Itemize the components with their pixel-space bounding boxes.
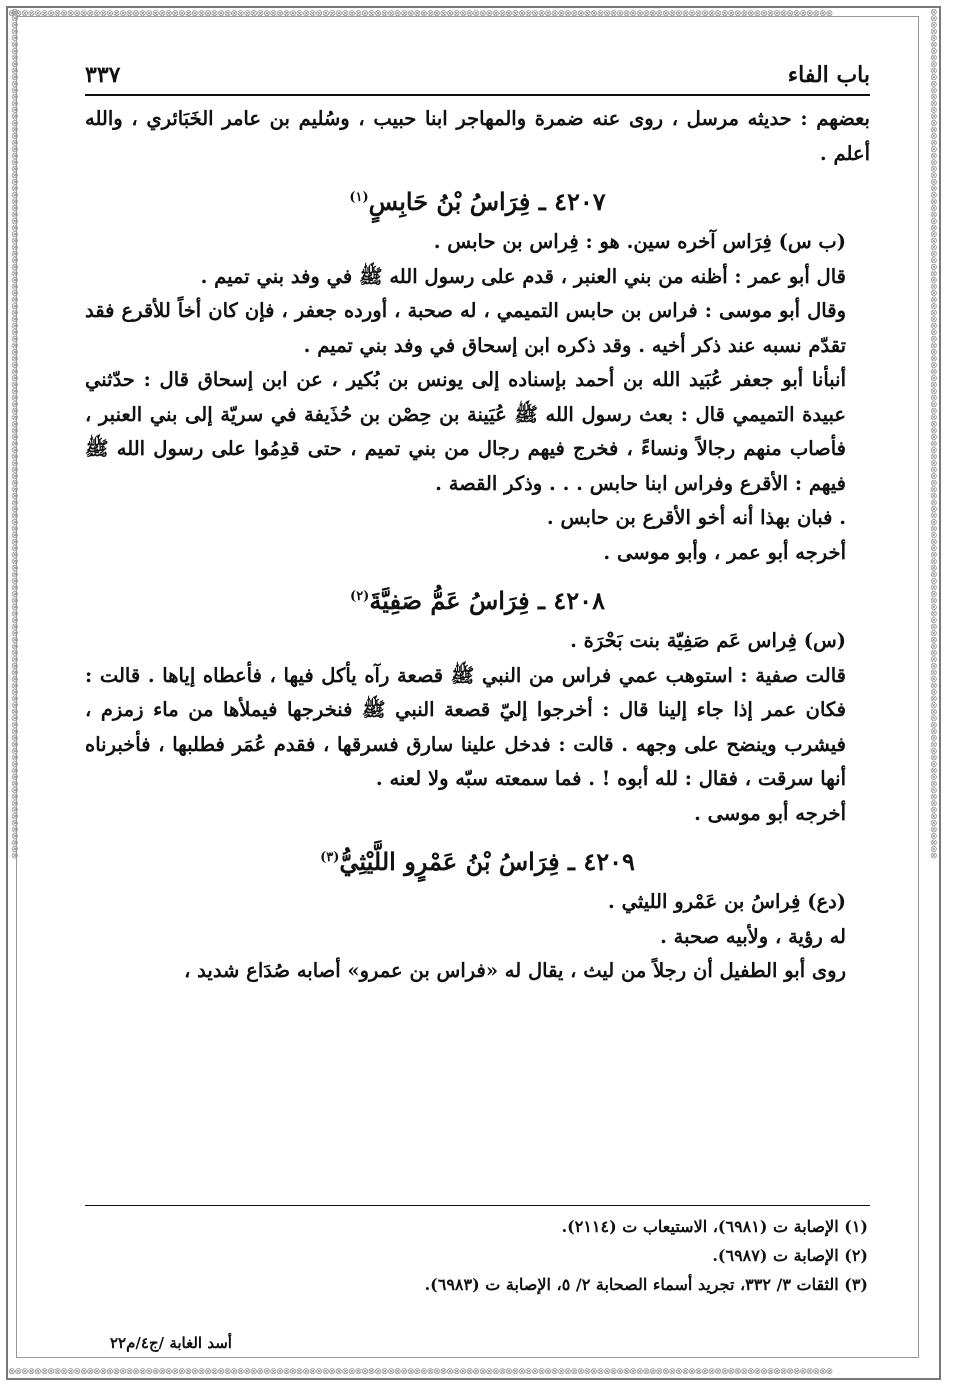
- entry-4209: [85, 835, 870, 989]
- footnotes: [85, 1205, 870, 1299]
- entry-title: ٤٢٠٨ ـ فِرَاسُ عَمُّ صَفِيَّةَ$^{(٢)}$: [350, 586, 605, 615]
- running-header: [85, 62, 870, 96]
- signature-footer: أسد الغابة /ج٤/م٢٢: [110, 1334, 232, 1352]
- paragraph: أخرجه أبو عمر ، وأبو موسى .: [603, 540, 846, 564]
- decorative-border-top: ⊗⊗⊗⊗⊗⊗⊗⊗⊗⊗⊗⊗⊗⊗⊗⊗⊗⊗⊗⊗⊗⊗⊗⊗⊗⊗⊗⊗⊗⊗⊗⊗⊗⊗⊗⊗⊗⊗⊗⊗⊗⊗⊗⊗⊗⊗⊗⊗⊗⊗⊗⊗⊗⊗⊗⊗⊗⊗⊗⊗⊗⊗⊗⊗⊗⊗⊗⊗⊗⊗⊗⊗⊗⊗⊗⊗⊗⊗⊗⊗⊗⊗⊗⊗⊗⊗⊗⊗⊗⊗⊗⊗⊗⊗⊗⊗⊗⊗⊗⊗⊗⊗⊗⊗⊗⊗⊗⊗⊗⊗⊗⊗⊗⊗⊗⊗⊗⊗⊗⊗⊗⊗⊗⊗⊗⊗: [8, 9, 833, 19]
- page-number: ٣٣٧: [85, 62, 121, 88]
- footnote: (١) الإصابة ت (٦٩٨١)، الاستيعاب ت (٢١١٤).: [561, 1217, 868, 1236]
- decorative-border-right: ⊗⊗⊗⊗⊗⊗⊗⊗⊗⊗⊗⊗⊗⊗⊗⊗⊗⊗⊗⊗⊗⊗⊗⊗⊗⊗⊗⊗⊗⊗⊗⊗⊗⊗⊗⊗⊗⊗⊗⊗⊗⊗⊗⊗⊗⊗⊗⊗⊗⊗⊗⊗⊗⊗⊗⊗⊗⊗⊗⊗⊗⊗⊗⊗⊗⊗⊗⊗⊗⊗⊗⊗⊗⊗⊗⊗⊗⊗⊗⊗⊗⊗⊗⊗⊗⊗⊗⊗⊗⊗⊗⊗⊗⊗⊗⊗⊗⊗⊗⊗⊗⊗⊗⊗⊗⊗⊗⊗⊗⊗⊗⊗⊗⊗⊗⊗⊗⊗⊗⊗⊗⊗⊗⊗⊗⊗⊗⊗⊗⊗: [928, 8, 938, 859]
- paragraph: بعضهم : حديثه مرسل ، روى عنه ضمرة والمهاجر ابنا حبيب ، وسُليم بن عامر الخَبَائري ، والله أعلم .: [85, 107, 870, 165]
- paragraph: وقال أبو موسى : فراس بن حابس التميمي ، له صحبة ، أورده جعفر ، فإن كان أخاً للأقرع فقد تقدّم نسبه عند ذكر أخيه . وقد ذكره ابن إسحاق في وفد بني تميم .: [85, 299, 846, 357]
- entry-title: ٤٢٠٧ ـ فِرَاسُ بْنُ حَابِسٍ$^{(١)}$: [349, 187, 606, 216]
- footnote-ref: (٢): [350, 589, 370, 604]
- footnote-ref: (٣): [320, 850, 340, 865]
- paragraph: أنبأنا أبو جعفر عُبَيد الله بن أحمد بإسناده إلى يونس بن بُكير ، عن ابن إسحاق قال : حدّثني عبيدة التميمي قال : بعث رسول الله ﷺ عُيَينة بن حِصْن بن حُذَيفة في سريّة إلى بني العنبر ، فأصاب منهم رجالاً ونساءً ، فخرج فيهم رجال من بني تميم ، حتى قدِمُوا على رسول الله ﷺ فيهم : الأقرع وفراس ابنا حابس . . . وذكر القصة .: [85, 368, 846, 495]
- page-body: [85, 62, 870, 989]
- paragraph: روى أبو الطفيل أن رجلاً من ليث ، يقال له «فراس بن عمرو» أصابه صُدَاع شديد ،: [184, 959, 846, 982]
- paragraph: له رؤية ، ولأبيه صحبة .: [660, 924, 846, 948]
- entry-4207: [85, 175, 870, 570]
- footnote: (٢) الإصابة ت (٦٩٨٧).: [712, 1246, 868, 1265]
- footnote: (٣) الثقات ٣/ ٣٣٢، تجريد أسماء الصحابة ٢/ ٥، الإصابة ت (٦٩٨٣).: [424, 1275, 868, 1294]
- footnote-ref: (١): [349, 190, 369, 205]
- entry-4208: [85, 574, 870, 831]
- paragraph: قال أبو عمر : أظنه من بني العنبر ، قدم على رسول الله ﷺ في وفد بني تميم .: [200, 264, 846, 288]
- paragraph: (دع) فِراسُ بن عَمْرو الليثي .: [608, 890, 846, 913]
- paragraph: . فبان بهذا أنه أخو الأقرع بن حابس .: [546, 506, 846, 529]
- chapter-title: باب الفاء: [787, 62, 870, 88]
- decorative-border-bottom: ⊗⊗⊗⊗⊗⊗⊗⊗⊗⊗⊗⊗⊗⊗⊗⊗⊗⊗⊗⊗⊗⊗⊗⊗⊗⊗⊗⊗⊗⊗⊗⊗⊗⊗⊗⊗⊗⊗⊗⊗⊗⊗⊗⊗⊗⊗⊗⊗⊗⊗⊗⊗⊗⊗⊗⊗⊗⊗⊗⊗⊗⊗⊗⊗⊗⊗⊗⊗⊗⊗⊗⊗⊗⊗⊗⊗⊗⊗⊗⊗⊗⊗⊗⊗⊗⊗⊗⊗⊗⊗⊗⊗⊗⊗⊗⊗⊗⊗⊗⊗⊗⊗⊗⊗⊗⊗⊗⊗⊗⊗⊗⊗⊗⊗⊗⊗⊗⊗⊗⊗⊗⊗⊗⊗⊗⊗: [8, 1367, 833, 1377]
- paragraph: (س) فِراس عَم صَفِيّة بنت بَحْرَة .: [570, 629, 846, 652]
- paragraph: قالت صفية : استوهب عمي فراس من النبي ﷺ قصعة رآه يأكل فيها ، فأعطاه إياها . قالت : فكان عمر إذا جاء إلينا قال : أخرجوا إليّ قصعة النبي ﷺ فنخرجها فيملأها من ماء زمزم ، فيشرب وينضح على وجهه . قالت : فدخل علينا سارق فسرقها ، فقدم عُمَر فطلبها ، فأخبرناه أنها سرقت ، فقال : لله أبوه ! . فما سمعته سبّه ولا لعنه .: [85, 663, 846, 790]
- entry-title: ٤٢٠٩ ـ فِرَاسُ بْنُ عَمْرٍو اللَّيْثِيُّ$^{(٣)}$: [320, 847, 635, 876]
- paragraph: أخرجه أبو موسى .: [694, 801, 846, 825]
- decorative-border-left: ⊗⊗⊗⊗⊗⊗⊗⊗⊗⊗⊗⊗⊗⊗⊗⊗⊗⊗⊗⊗⊗⊗⊗⊗⊗⊗⊗⊗⊗⊗⊗⊗⊗⊗⊗⊗⊗⊗⊗⊗⊗⊗⊗⊗⊗⊗⊗⊗⊗⊗⊗⊗⊗⊗⊗⊗⊗⊗⊗⊗⊗⊗⊗⊗⊗⊗⊗⊗⊗⊗⊗⊗⊗⊗⊗⊗⊗⊗⊗⊗⊗⊗⊗⊗⊗⊗⊗⊗⊗⊗⊗⊗⊗⊗⊗⊗⊗⊗⊗⊗⊗⊗⊗⊗⊗⊗⊗⊗⊗⊗⊗⊗⊗⊗⊗⊗⊗⊗⊗⊗⊗⊗⊗⊗⊗⊗⊗⊗⊗⊗: [9, 8, 19, 859]
- paragraph: (ب س) فِرَاس آخره سين. هو : فِراس بن حابس .: [433, 230, 846, 253]
